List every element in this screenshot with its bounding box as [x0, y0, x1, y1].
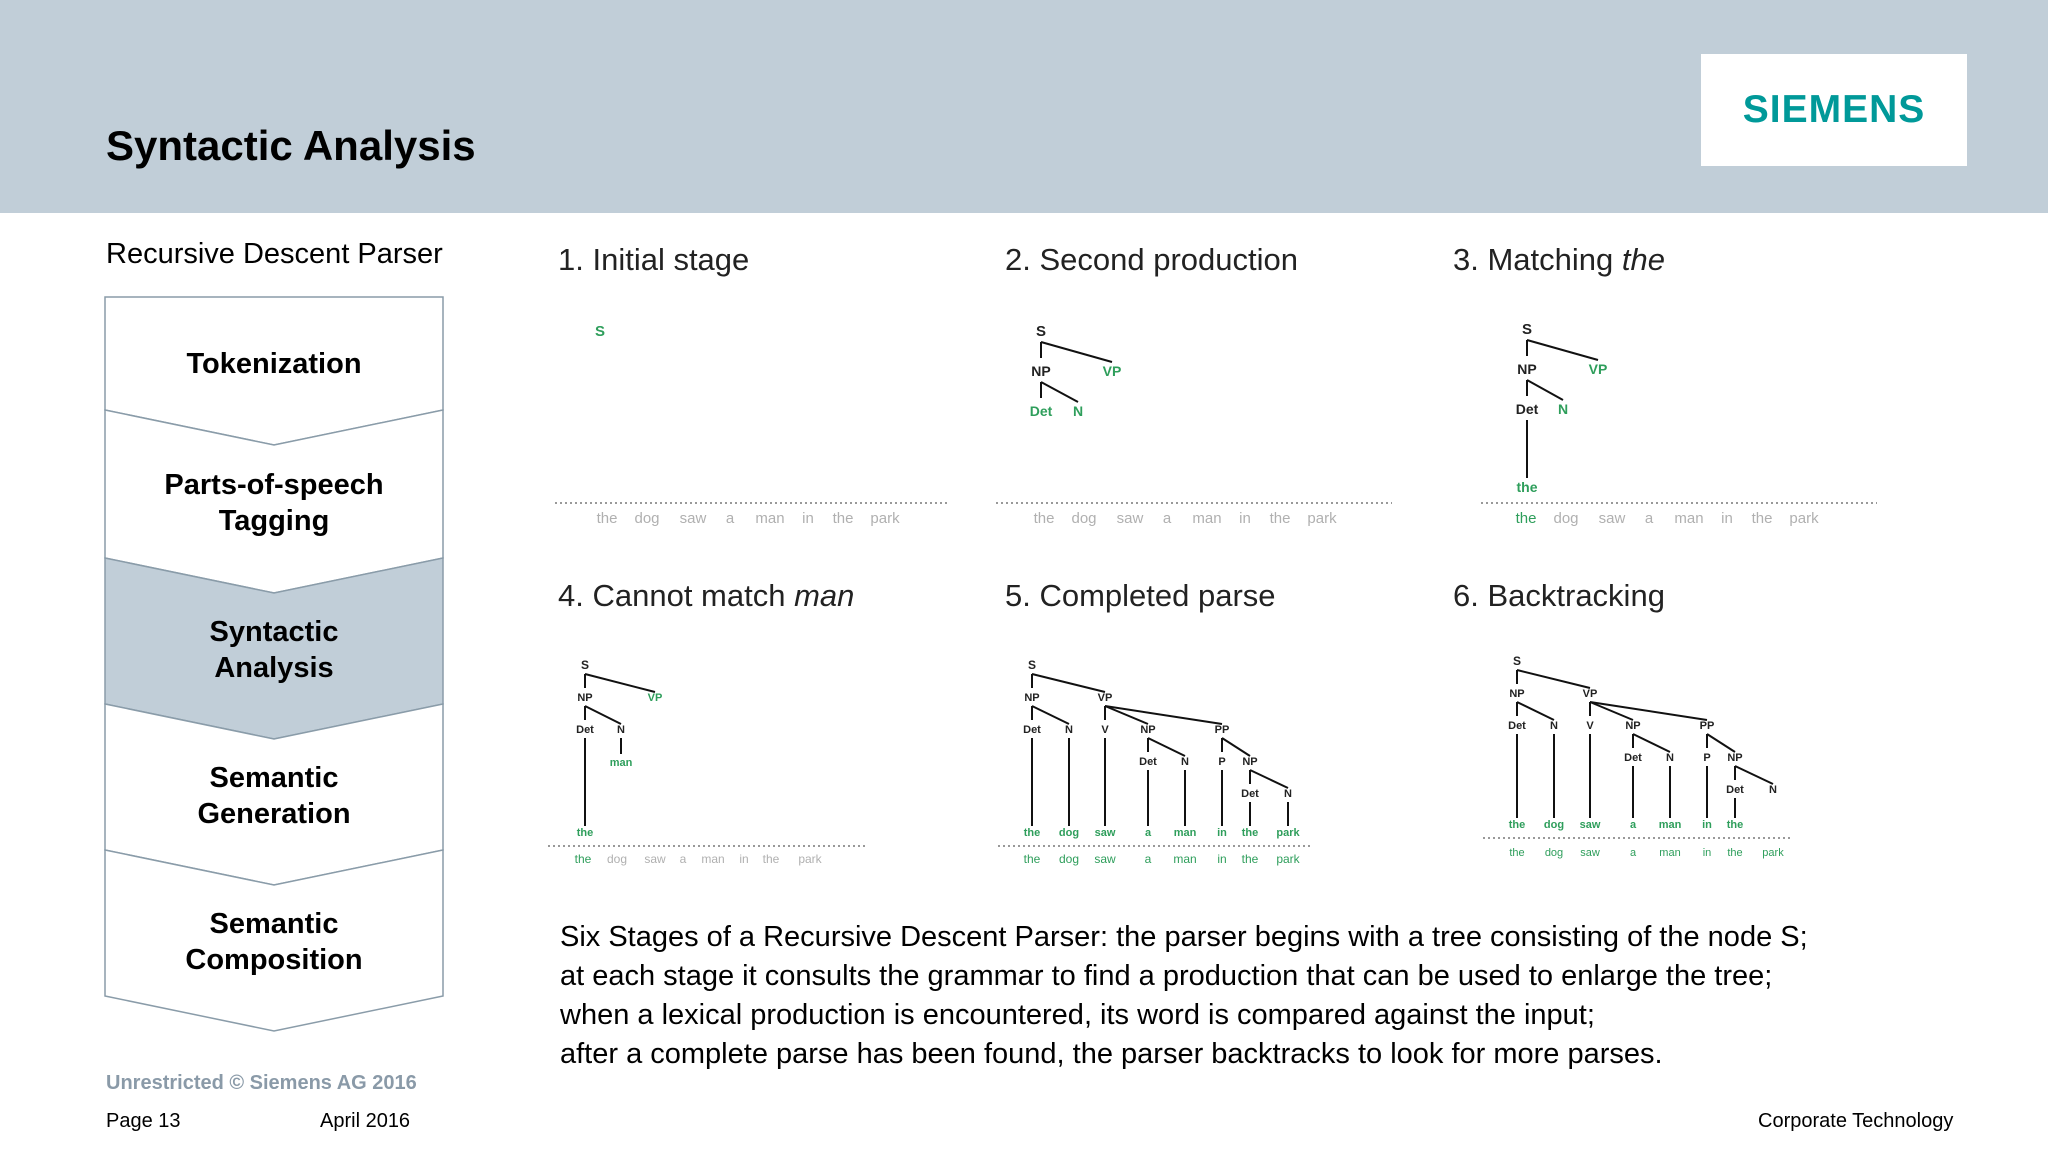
panel-title-3: 3. Matching the: [1453, 242, 1665, 277]
input-word: park: [1276, 852, 1300, 866]
tree-node: dog: [1058, 827, 1080, 839]
tree-node: N: [1557, 401, 1569, 417]
tree-edge: [1633, 734, 1670, 752]
input-word: a: [1629, 847, 1637, 859]
input-word: in: [802, 510, 814, 527]
parse-tree-stage-3: [1475, 310, 1885, 540]
tree-edge: [1517, 670, 1590, 688]
tree-edge: [1105, 706, 1222, 724]
parse-tree-stage-5: [990, 650, 1320, 875]
input-word: park: [1307, 510, 1337, 527]
tree-node: N: [1769, 784, 1777, 796]
tree-edge: [585, 674, 655, 692]
tree-edge: [1032, 706, 1069, 724]
tree-node: VP: [1102, 363, 1122, 379]
sidebar-heading: Recursive Descent Parser: [106, 238, 443, 270]
input-word: dog: [634, 510, 660, 527]
tree-node: NP: [1625, 720, 1641, 732]
tree-node: in: [1702, 819, 1712, 831]
tree-node: NP: [1031, 363, 1051, 379]
tree-node: S: [1512, 654, 1522, 668]
tree-node: man: [1658, 819, 1682, 831]
tree-edge: [1517, 702, 1554, 720]
tree-node: Det: [1241, 788, 1259, 800]
tree-node: NP: [1727, 752, 1743, 764]
tree-node: S: [580, 658, 590, 672]
tree-node: P: [1703, 752, 1711, 764]
caption-line: Six Stages of a Recursive Descent Parser: the parser begins with a tree consisting of the node S;: [560, 921, 1808, 953]
tree-node: N: [1181, 756, 1189, 768]
input-word: saw: [679, 510, 707, 527]
input-word: park: [870, 510, 900, 527]
input-word: the: [832, 510, 854, 527]
step-tokenization: Tokenization: [186, 348, 362, 380]
tree-node: Det: [1726, 784, 1744, 796]
tree-node: S: [594, 323, 606, 340]
tree-node: N: [1550, 720, 1558, 732]
parse-tree-stage-4: [545, 650, 875, 875]
tree-node: the: [576, 827, 594, 839]
tree-node: NP: [1140, 724, 1156, 736]
tree-node: VP: [1588, 361, 1608, 377]
input-word: a: [725, 510, 735, 527]
tree-node: N: [1666, 752, 1674, 764]
parse-tree-stage-2: [990, 310, 1400, 540]
input-word: the: [1751, 510, 1773, 527]
tree-node: S: [1035, 323, 1047, 340]
input-word: the: [1509, 847, 1525, 859]
tree-node: a: [1144, 827, 1152, 839]
tree-edge: [1590, 702, 1707, 720]
input-word: man: [755, 510, 785, 527]
step-semantic-generation: Semantic Generation: [197, 762, 351, 830]
input-word: saw: [1116, 510, 1144, 527]
input-word: man: [1659, 847, 1681, 859]
tree-node: NP: [1509, 688, 1525, 700]
tree-edge: [1148, 738, 1185, 756]
panel-title-6: 6. Backtracking: [1453, 578, 1665, 613]
input-word: the: [1241, 852, 1259, 866]
input-word: dog: [1544, 847, 1564, 859]
tree-node: V: [1101, 724, 1109, 736]
step-pos-tagging: Parts-of-speech Tagging: [164, 469, 384, 537]
panel-title-4: 4. Cannot match man: [558, 578, 855, 613]
tree-node: N: [1072, 403, 1084, 419]
tree-node: Det: [1139, 756, 1157, 768]
input-word: in: [1217, 852, 1227, 866]
tree-node: Det: [1624, 752, 1642, 764]
input-word: saw: [644, 852, 666, 866]
tree-node: S: [1027, 658, 1037, 672]
classification-note: Unrestricted © Siemens AG 2016: [106, 1072, 417, 1094]
tree-node: man: [1173, 827, 1197, 839]
input-word: saw: [1580, 847, 1600, 859]
input-word: the: [1033, 510, 1055, 527]
tree-node: saw: [1094, 827, 1116, 839]
tree-node: the: [1023, 827, 1041, 839]
panel-title-2: 2. Second production: [1005, 242, 1298, 277]
tree-node: Det: [1029, 403, 1053, 419]
tree-node: Det: [1023, 724, 1041, 736]
input-word: the: [762, 852, 780, 866]
tree-edge: [1041, 382, 1078, 402]
tree-edge: [1222, 738, 1250, 756]
tree-node: the: [1508, 819, 1526, 831]
tree-node: NP: [1517, 361, 1537, 377]
tree-node: N: [1284, 788, 1292, 800]
input-word: the: [1515, 510, 1537, 527]
tree-edge: [1041, 342, 1112, 362]
tree-edge: [1735, 766, 1773, 784]
input-word: the: [1269, 510, 1291, 527]
tree-edge: [585, 706, 621, 724]
tree-node: VP: [1097, 692, 1113, 704]
input-word: the: [596, 510, 618, 527]
input-word: in: [1239, 510, 1251, 527]
tree-node: Det: [1515, 401, 1539, 417]
input-word: man: [701, 852, 725, 866]
tree-node: Det: [1508, 720, 1526, 732]
tree-node: PP: [1214, 724, 1230, 736]
input-word: in: [1702, 847, 1712, 859]
step-syntactic-analysis: Syntactic Analysis: [209, 616, 339, 684]
input-word: dog: [1553, 510, 1579, 527]
input-word: a: [679, 852, 687, 866]
caption-line: when a lexical production is encountered, its word is compared against the input;: [560, 999, 1595, 1031]
tree-node: P: [1218, 756, 1226, 768]
tree-node: VP: [1582, 688, 1598, 700]
tree-edge: [1527, 340, 1598, 360]
input-word: park: [1789, 510, 1819, 527]
caption-line: at each stage it consults the grammar to find a production that can be used to enlarge the tree;: [560, 960, 1773, 992]
input-word: the: [574, 852, 592, 866]
input-word: man: [1674, 510, 1704, 527]
caption-line: after a complete parse has been found, the parser backtracks to look for more parses.: [560, 1038, 1663, 1070]
tree-node: in: [1217, 827, 1227, 839]
parse-tree-stage-1: [550, 310, 960, 540]
parse-tree-stage-6: [1475, 650, 1805, 875]
input-word: in: [739, 852, 749, 866]
input-word: park: [1762, 847, 1784, 859]
input-word: saw: [1094, 852, 1116, 866]
input-word: the: [1023, 852, 1041, 866]
step-semantic-composition: Semantic Composition: [185, 908, 363, 976]
tree-node: N: [1065, 724, 1073, 736]
tree-node: a: [1629, 819, 1637, 831]
tree-node: N: [617, 724, 625, 736]
caption: [560, 918, 1960, 1074]
input-word: dog: [606, 852, 628, 866]
tree-node: S: [1521, 321, 1533, 338]
tree-node: saw: [1579, 819, 1601, 831]
tree-node: the: [1241, 827, 1259, 839]
tree-node: NP: [1024, 692, 1040, 704]
logo-text: SIEMENS: [1742, 88, 1926, 131]
tree-node: dog: [1543, 819, 1565, 831]
tree-node: Det: [576, 724, 594, 736]
input-word: park: [798, 852, 822, 866]
tree-node: the: [1516, 479, 1538, 495]
tree-edge: [1250, 770, 1288, 788]
input-word: man: [1192, 510, 1222, 527]
page-number: Page 13: [106, 1110, 181, 1132]
siemens-logo: [1701, 54, 1967, 166]
input-word: dog: [1071, 510, 1097, 527]
footer-date: April 2016: [320, 1110, 411, 1132]
tree-node: NP: [577, 692, 593, 704]
tree-node: NP: [1242, 756, 1258, 768]
input-word: man: [1173, 852, 1197, 866]
tree-edge: [1707, 734, 1735, 752]
input-word: a: [1644, 510, 1654, 527]
tree-node: V: [1586, 720, 1594, 732]
input-word: a: [1144, 852, 1152, 866]
page-title: Syntactic Analysis: [106, 122, 476, 169]
tree-node: man: [609, 757, 633, 769]
tree-edge: [1032, 674, 1105, 692]
input-word: in: [1721, 510, 1733, 527]
input-word: saw: [1598, 510, 1626, 527]
tree-node: PP: [1699, 720, 1715, 732]
tree-node: VP: [647, 692, 663, 704]
input-word: the: [1727, 847, 1743, 859]
input-word: a: [1162, 510, 1172, 527]
tree-node: park: [1276, 827, 1300, 839]
panel-title-5: 5. Completed parse: [1005, 578, 1276, 613]
footer-department: Corporate Technology: [1758, 1110, 1954, 1132]
tree-edge: [1527, 380, 1563, 400]
input-word: dog: [1058, 852, 1080, 866]
panel-title-1: 1. Initial stage: [558, 242, 750, 277]
tree-node: the: [1726, 819, 1744, 831]
